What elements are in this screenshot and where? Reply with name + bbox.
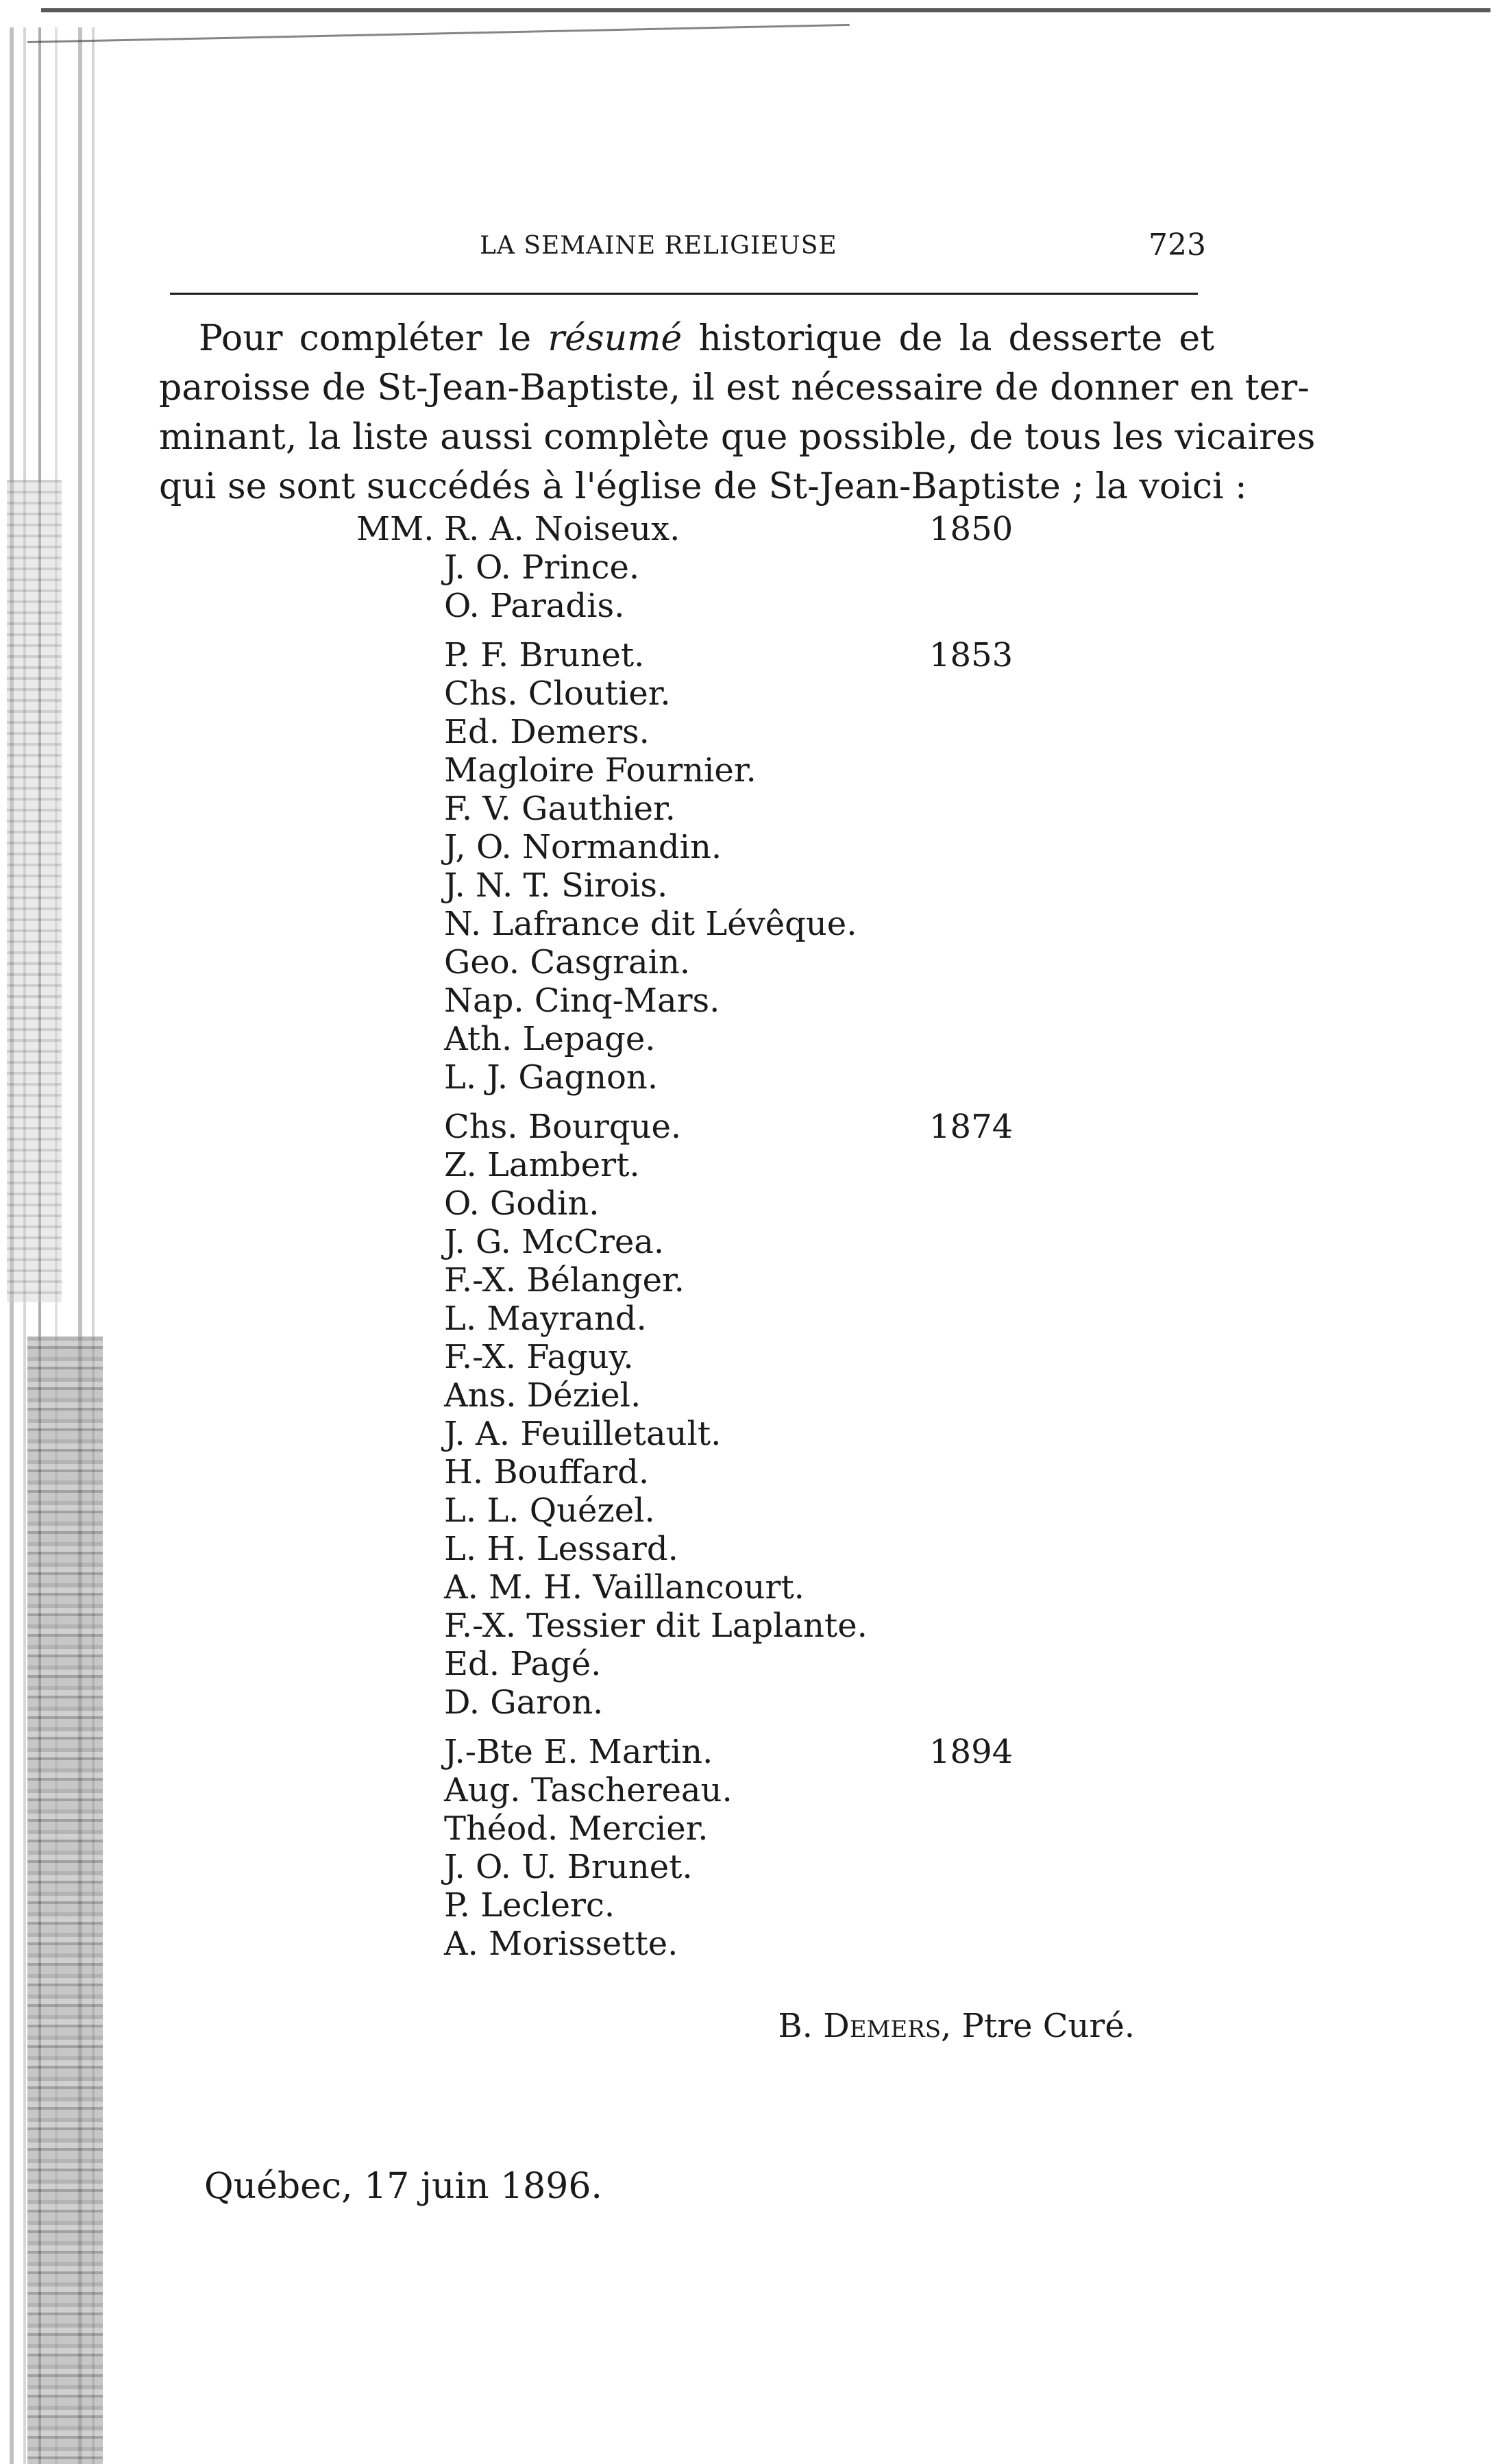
vicar-name: F. V. Gauthier. <box>444 790 676 828</box>
vicar-name: L. Mayrand. <box>444 1300 647 1338</box>
vicar-name: Nap. Cinq-Mars. <box>444 981 720 1020</box>
year-1894: 1894 <box>929 1733 1014 1771</box>
vicar-name: N. Lafrance dit Lévêque. <box>444 905 857 943</box>
intro-line-1-end: historique de la desserte et <box>698 318 1215 359</box>
vicar-name: Z. Lambert. <box>444 1146 640 1184</box>
vicar-name: J.-Bte E. Martin. <box>444 1733 713 1771</box>
vicar-name: L. J. Gagnon. <box>444 1058 659 1097</box>
vicar-name: Magloire Fournier. <box>444 751 757 790</box>
vicar-name: Ath. Lepage. <box>444 1020 656 1058</box>
vicar-name: F.-X. Bélanger. <box>444 1261 685 1300</box>
vicar-name: P. Leclerc. <box>444 1886 615 1925</box>
group-1874 <box>444 1108 1061 1722</box>
vicar-name: Ans. Déziel. <box>444 1376 641 1415</box>
vicar-name: P. F. Brunet. <box>444 636 645 674</box>
vicar-name: D. Garon. <box>444 1683 604 1722</box>
vicar-name: J, O. Normandin. <box>444 828 722 866</box>
scan-top-border <box>27 24 850 43</box>
year-1850: 1850 <box>929 510 1014 548</box>
page-number: 723 <box>1149 228 1206 263</box>
vicar-name: Ed. Pagé. <box>444 1645 602 1683</box>
vicar-name: J. N. T. Sirois. <box>444 866 668 905</box>
intro-line-1 <box>159 314 1214 363</box>
vicar-name: F.-X. Tessier dit Laplante. <box>444 1607 868 1645</box>
vicar-name: O. Paradis. <box>444 587 625 625</box>
vicar-name: Théod. Mercier. <box>444 1809 709 1848</box>
vicar-name: L. L. Quézel. <box>444 1491 655 1530</box>
intro-line-1-start: Pour compléter le <box>199 318 532 359</box>
vicar-name: Chs. Cloutier. <box>444 674 671 713</box>
running-head <box>480 228 1206 266</box>
header-rule <box>170 293 1198 295</box>
vicar-name: H. Bouffard. <box>444 1453 650 1491</box>
vicar-name: Geo. Casgrain. <box>444 943 691 981</box>
signature-surname: Demers <box>823 2007 942 2045</box>
vicar-name: Aug. Taschereau. <box>444 1771 733 1809</box>
vicar-name: J. A. Feuilletault. <box>444 1415 722 1453</box>
list-prefix: MM. <box>356 510 434 548</box>
running-title: LA SEMAINE RELIGIEUSE <box>480 232 837 260</box>
vicar-name: A. Morissette. <box>444 1925 678 1963</box>
spine-shadow <box>7 480 62 1302</box>
spine-dark-edge <box>27 1337 103 2464</box>
signature-initial: B. <box>778 2007 813 2045</box>
year-1874: 1874 <box>929 1108 1014 1146</box>
vicar-name: J. O. U. Brunet. <box>444 1848 693 1886</box>
signature-title: , Ptre Curé. <box>941 2007 1135 2045</box>
vicar-name: Ed. Demers. <box>444 713 650 751</box>
intro-line-4: qui se sont succédés à l'église de St-Jean-Baptiste ; la voici : <box>159 466 1247 507</box>
signature <box>778 2007 1135 2045</box>
intro-italic-term: résumé <box>548 318 683 359</box>
vicar-name: J. O. Prince. <box>444 548 640 587</box>
vicar-name: O. Godin. <box>444 1184 600 1223</box>
vicar-name: F.-X. Faguy. <box>444 1338 634 1376</box>
vicar-name: Chs. Bourque. <box>444 1108 682 1146</box>
vicar-name: A. M. H. Vaillancourt. <box>444 1568 805 1607</box>
year-1853: 1853 <box>929 636 1014 674</box>
intro-paragraph <box>159 314 1316 511</box>
vicar-name: R. A. Noiseux. <box>444 510 680 548</box>
scan-top-edge <box>41 8 1490 12</box>
vicar-name: L. H. Lessard. <box>444 1530 678 1568</box>
dateline: Québec, 17 juin 1896. <box>204 2166 602 2207</box>
intro-line-2: paroisse de St-Jean-Baptiste, il est nécessaire de donner en ter- <box>159 367 1310 408</box>
group-1853 <box>444 636 1061 1097</box>
intro-line-3: minant, la liste aussi complète que possible, de tous les vicaires <box>159 417 1316 458</box>
vicar-name: J. G. McCrea. <box>444 1223 665 1261</box>
